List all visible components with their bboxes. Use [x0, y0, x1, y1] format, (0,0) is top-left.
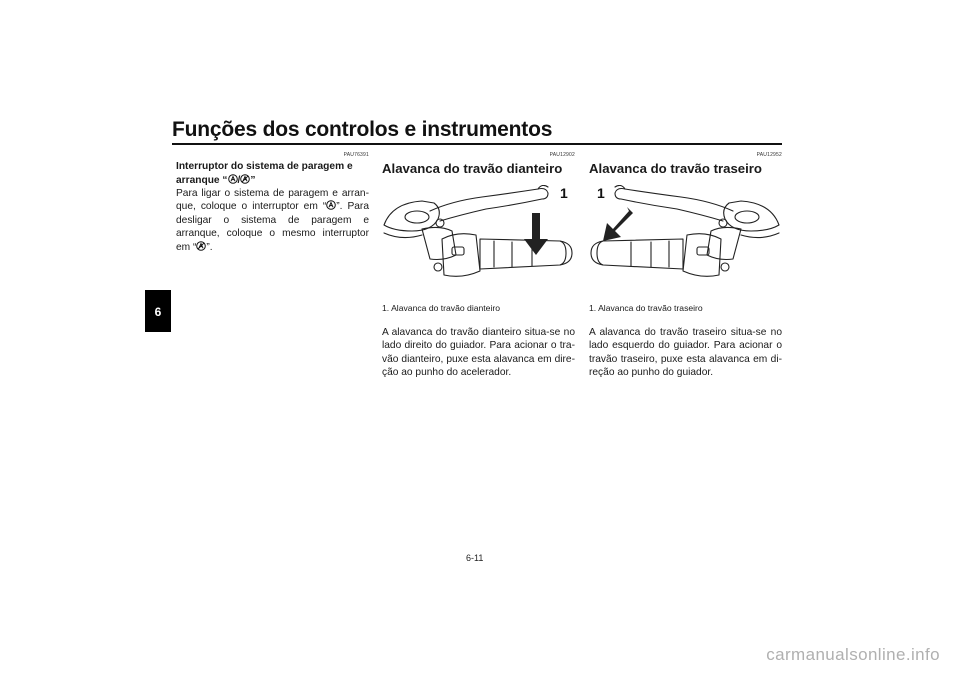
heading-separator: / [237, 174, 241, 186]
section-heading: Alavanca do travão traseiro [589, 161, 762, 176]
stop-start-off-icon [196, 241, 206, 251]
heading-line2-pre: arranque “ [176, 174, 228, 186]
section-body [176, 187, 369, 254]
chapter-tab: 6 [145, 290, 171, 332]
section-heading [176, 161, 369, 187]
body-line: desligar o sistema de paragem e arranque, [176, 214, 369, 240]
page-title: Funções dos controlos e instrumentos [172, 118, 553, 141]
body-line: Para ligar o sistema de paragem e arran- [176, 188, 369, 199]
stop-start-icon [326, 200, 336, 210]
body-line: ”. [206, 241, 213, 253]
section-front-brake-lever [382, 152, 575, 380]
rear-brake-illustration [589, 185, 782, 295]
section-stop-start-switch [176, 152, 369, 254]
stop-start-off-icon [237, 174, 250, 186]
heading-line1: Interruptor do sistema de paragem e [176, 161, 353, 172]
figure-callout: 1 [560, 185, 568, 201]
figure-caption: 1. Alavanca do travão traseiro [589, 303, 703, 313]
body-line: ”. Para [336, 201, 369, 213]
body-line: que, coloque o interruptor em “ [176, 201, 327, 213]
reference-code: PAU76391 [343, 152, 369, 158]
rear-brake-drawing [589, 185, 782, 295]
section-rear-brake-lever [589, 152, 782, 380]
watermark: carmanualsonline.info [766, 645, 940, 664]
figure-callout: 1 [597, 185, 605, 201]
page-number: 6-11 [466, 553, 484, 563]
body-line: coloque o mesmo interruptor em “ [176, 228, 369, 253]
header-divider [172, 143, 782, 145]
section-body: A alavanca do travão dianteiro situa-se no lado direito do guiador. Para acionar o tra- vão dianteiro, puxe esta alavanca em dire- ção ao punho do acelerador. [382, 327, 575, 379]
reference-code: PAU12952 [756, 152, 782, 158]
front-brake-illustration [382, 185, 575, 295]
reference-code: PAU12902 [549, 152, 575, 158]
front-brake-drawing [382, 185, 575, 295]
figure-caption: 1. Alavanca do travão dianteiro [382, 303, 501, 313]
section-body: A alavanca do travão traseiro situa-se no lado esquerdo do guiador. Para acionar o travão traseiro, puxe esta alavanca em di- reção ao punho do guiador. [589, 327, 782, 379]
stop-start-icon [228, 174, 238, 184]
section-heading: Alavanca do travão dianteiro [382, 161, 563, 176]
heading-line2-post: ” [250, 174, 256, 186]
